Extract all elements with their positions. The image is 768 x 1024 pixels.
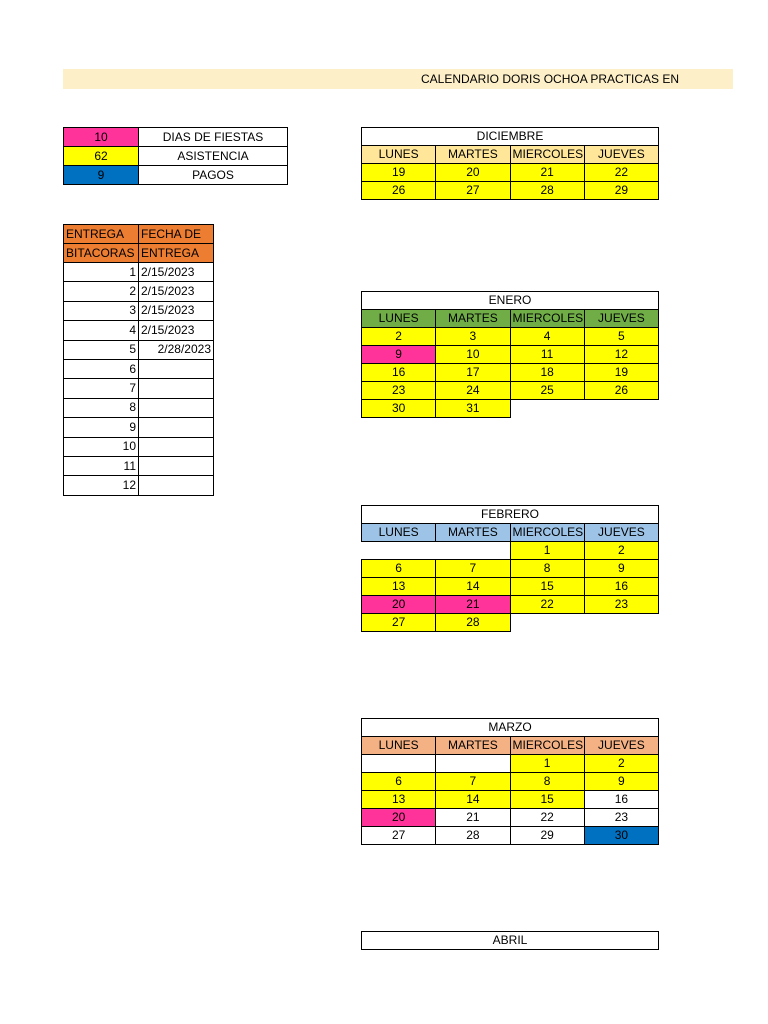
day-cell: 2	[362, 328, 436, 346]
month-title: ABRIL	[362, 932, 659, 950]
weekday-header: JUEVES	[584, 524, 658, 542]
week-row	[362, 182, 659, 200]
day-cell: 16	[362, 364, 436, 382]
empty-day-cell	[436, 542, 510, 560]
bitacora-row	[64, 282, 214, 301]
week-row	[362, 596, 659, 614]
week-row	[362, 773, 659, 791]
month-title: FEBRERO	[362, 506, 659, 524]
day-cell: 15	[510, 791, 584, 809]
day-cell: 23	[584, 809, 658, 827]
empty-day-cell	[510, 614, 584, 632]
day-cell: 27	[362, 827, 436, 845]
bitacora-number: 11	[64, 456, 139, 475]
day-cell: 6	[362, 560, 436, 578]
day-cell: 20	[362, 596, 436, 614]
legend-label: DIAS DE FIESTAS	[139, 128, 288, 147]
bitacora-number: 1	[64, 263, 139, 282]
month-title: MARZO	[362, 719, 659, 737]
day-cell: 29	[584, 182, 658, 200]
bitacora-date	[139, 398, 214, 417]
day-cell: 9	[584, 560, 658, 578]
bitacora-date	[139, 359, 214, 378]
legend-table	[63, 127, 288, 185]
legend-count: 10	[64, 128, 139, 147]
header-cell: ENTREGA	[64, 225, 139, 244]
month-title-row	[362, 128, 659, 146]
day-cell: 6	[362, 773, 436, 791]
header-cell: ENTREGA	[139, 244, 214, 263]
day-cell: 4	[510, 328, 584, 346]
weekday-header: JUEVES	[584, 146, 658, 164]
day-cell: 19	[584, 364, 658, 382]
day-cell: 7	[436, 773, 510, 791]
day-cell: 22	[584, 164, 658, 182]
bitacora-date: 2/28/2023	[139, 340, 214, 359]
day-cell: 23	[584, 596, 658, 614]
day-cell: 17	[436, 364, 510, 382]
day-cell: 21	[436, 809, 510, 827]
day-cell: 28	[436, 827, 510, 845]
legend-label: PAGOS	[139, 166, 288, 185]
page-title: CALENDARIO DORIS OCHOA PRACTICAS EN	[421, 72, 680, 86]
weekday-header-row	[362, 524, 659, 542]
day-cell: 29	[510, 827, 584, 845]
weekday-header: JUEVES	[584, 310, 658, 328]
day-cell: 28	[436, 614, 510, 632]
bitacora-number: 7	[64, 379, 139, 398]
week-row	[362, 346, 659, 364]
weekday-header: MARTES	[436, 737, 510, 755]
bitacora-number: 10	[64, 437, 139, 456]
legend-row-fiestas	[64, 128, 288, 147]
day-cell: 14	[436, 791, 510, 809]
bitacora-date: 2/15/2023	[139, 321, 214, 340]
day-cell: 19	[362, 164, 436, 182]
week-row	[362, 164, 659, 182]
day-cell: 8	[510, 773, 584, 791]
calendar-abril	[361, 931, 659, 950]
bitacora-row	[64, 437, 214, 456]
day-cell: 15	[510, 578, 584, 596]
week-row	[362, 400, 659, 418]
week-row	[362, 809, 659, 827]
bitacora-date	[139, 418, 214, 437]
bitacora-number: 3	[64, 301, 139, 320]
legend-label: ASISTENCIA	[139, 147, 288, 166]
bitacora-number: 9	[64, 418, 139, 437]
day-cell: 30	[584, 827, 658, 845]
empty-day-cell	[362, 755, 436, 773]
bitacora-number: 4	[64, 321, 139, 340]
day-cell: 28	[510, 182, 584, 200]
empty-day-cell	[584, 400, 658, 418]
day-cell: 7	[436, 560, 510, 578]
day-cell: 21	[510, 164, 584, 182]
calendar-marzo	[361, 718, 659, 845]
bitacoras-table	[63, 224, 214, 496]
bitacora-date: 2/15/2023	[139, 301, 214, 320]
day-cell: 21	[436, 596, 510, 614]
bitacoras-header-row	[64, 225, 214, 244]
weekday-header: LUNES	[362, 310, 436, 328]
bitacora-row	[64, 359, 214, 378]
legend-count: 9	[64, 166, 139, 185]
empty-day-cell	[436, 755, 510, 773]
bitacora-date	[139, 456, 214, 475]
weekday-header: MIERCOLES	[510, 737, 584, 755]
bitacora-row	[64, 340, 214, 359]
header-cell: BITACORAS	[64, 244, 139, 263]
day-cell: 3	[436, 328, 510, 346]
title-banner	[63, 69, 733, 89]
bitacora-number: 5	[64, 340, 139, 359]
weekday-header-row	[362, 146, 659, 164]
week-row	[362, 364, 659, 382]
day-cell: 26	[584, 382, 658, 400]
bitacora-row	[64, 263, 214, 282]
empty-day-cell	[362, 542, 436, 560]
week-row	[362, 382, 659, 400]
bitacora-row	[64, 418, 214, 437]
month-title: DICIEMBRE	[362, 128, 659, 146]
day-cell: 11	[510, 346, 584, 364]
bitacora-row	[64, 476, 214, 495]
weekday-header: MARTES	[436, 146, 510, 164]
day-cell: 27	[362, 614, 436, 632]
week-row	[362, 791, 659, 809]
week-row	[362, 328, 659, 346]
day-cell: 20	[436, 164, 510, 182]
month-title-row	[362, 292, 659, 310]
bitacora-date: 2/15/2023	[139, 282, 214, 301]
legend-row-asistencia	[64, 147, 288, 166]
week-row	[362, 560, 659, 578]
day-cell: 8	[510, 560, 584, 578]
bitacora-date	[139, 476, 214, 495]
day-cell: 9	[362, 346, 436, 364]
day-cell: 14	[436, 578, 510, 596]
weekday-header: MARTES	[436, 524, 510, 542]
month-title: ENERO	[362, 292, 659, 310]
day-cell: 13	[362, 578, 436, 596]
bitacoras-header-row	[64, 244, 214, 263]
day-cell: 24	[436, 382, 510, 400]
day-cell: 10	[436, 346, 510, 364]
bitacora-date: 2/15/2023	[139, 263, 214, 282]
weekday-header: LUNES	[362, 146, 436, 164]
week-row	[362, 827, 659, 845]
weekday-header: MIERCOLES	[510, 146, 584, 164]
calendar-febrero	[361, 505, 659, 632]
month-title-row	[362, 932, 659, 950]
weekday-header: JUEVES	[584, 737, 658, 755]
day-cell: 16	[584, 578, 658, 596]
month-title-row	[362, 506, 659, 524]
day-cell: 23	[362, 382, 436, 400]
bitacora-number: 12	[64, 476, 139, 495]
week-row	[362, 578, 659, 596]
bitacora-number: 6	[64, 359, 139, 378]
day-cell: 27	[436, 182, 510, 200]
day-cell: 30	[362, 400, 436, 418]
week-row	[362, 542, 659, 560]
header-cell: FECHA DE	[139, 225, 214, 244]
bitacora-date	[139, 437, 214, 456]
legend-row-pagos	[64, 166, 288, 185]
day-cell: 25	[510, 382, 584, 400]
bitacora-number: 2	[64, 282, 139, 301]
month-title-row	[362, 719, 659, 737]
bitacora-row	[64, 321, 214, 340]
day-cell: 31	[436, 400, 510, 418]
bitacora-date	[139, 379, 214, 398]
day-cell: 5	[584, 328, 658, 346]
week-row	[362, 755, 659, 773]
day-cell: 1	[510, 755, 584, 773]
week-row	[362, 614, 659, 632]
weekday-header: LUNES	[362, 737, 436, 755]
day-cell: 13	[362, 791, 436, 809]
day-cell: 18	[510, 364, 584, 382]
weekday-header-row	[362, 310, 659, 328]
day-cell: 2	[584, 542, 658, 560]
bitacora-row	[64, 456, 214, 475]
weekday-header: MIERCOLES	[510, 310, 584, 328]
day-cell: 2	[584, 755, 658, 773]
day-cell: 22	[510, 596, 584, 614]
weekday-header: MIERCOLES	[510, 524, 584, 542]
bitacora-row	[64, 301, 214, 320]
empty-day-cell	[510, 400, 584, 418]
calendar-enero	[361, 291, 659, 418]
day-cell: 9	[584, 773, 658, 791]
weekday-header: LUNES	[362, 524, 436, 542]
bitacora-row	[64, 398, 214, 417]
empty-day-cell	[584, 614, 658, 632]
bitacora-row	[64, 379, 214, 398]
day-cell: 22	[510, 809, 584, 827]
weekday-header: MARTES	[436, 310, 510, 328]
legend-count: 62	[64, 147, 139, 166]
day-cell: 12	[584, 346, 658, 364]
day-cell: 20	[362, 809, 436, 827]
day-cell: 1	[510, 542, 584, 560]
day-cell: 26	[362, 182, 436, 200]
calendar-diciembre	[361, 127, 659, 200]
bitacora-number: 8	[64, 398, 139, 417]
day-cell: 16	[584, 791, 658, 809]
weekday-header-row	[362, 737, 659, 755]
